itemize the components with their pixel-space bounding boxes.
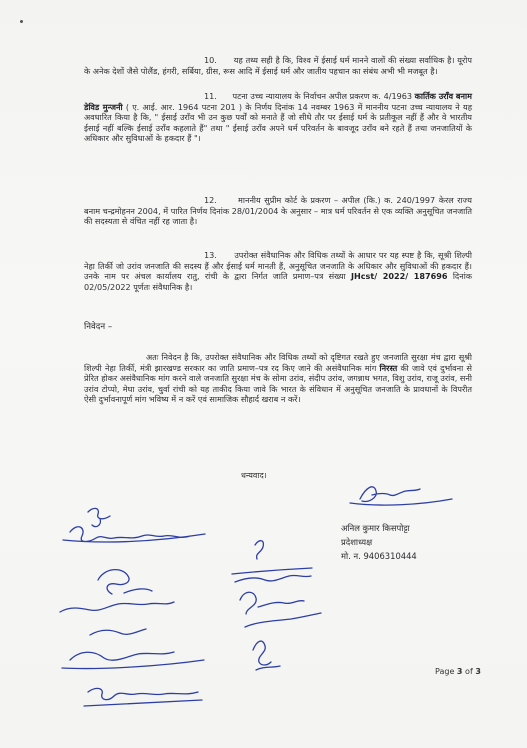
- signature-7: [84, 688, 202, 706]
- signatory-phone: मो. न. 9406310444: [341, 551, 417, 561]
- signature-4: [240, 592, 321, 627]
- emphasis-word: निरस्त: [379, 362, 398, 373]
- page-label: Page: [435, 667, 455, 676]
- case-title: कार्तिक उराँव बनाम डेविड मुन्जनी: [84, 91, 472, 112]
- signatory-title: प्रदेशाध्यक्ष: [341, 537, 373, 547]
- paragraph-text-post: की जावे एवं दुर्भावना से प्रेरित होकर असंवैधानिक मांग करने वाले जनजाति सुरक्षा मंच के सोमा उरांव, संदीप उरांव, जगन्नाथ भगत, विशु उरांव, राजू उरांव, सनी उरांव टोप्पो, मेघा उरांव, चुर्वा रांची को यह ताकीद किया जावे कि भारत के संविधान में अनुसूचित जनजाति के प्रावधानों के विपरीत ऐसी दुर्भावनापूर्ण मांग भविष्य में न करें एवं सामाजिक सौहार्द खराब न करें।: [84, 362, 472, 405]
- signatory-name: अनिल कुमार किसपोट्टा: [341, 523, 410, 533]
- signature-5: [253, 641, 280, 670]
- paragraph-number: 11.: [204, 91, 217, 101]
- paragraph-text: माननीय सुप्रीम कोर्ट के प्रकरण – अपील (कि.) क. 240/1997 केरल राज्य बनाम चन्द्रमोहनन 2004, में पारित निर्णय दिनांक 28/01/2004 के अनुसार – मात्र धर्म परिवर्तन से एक व्यक्ति अनुसूचित जनजाति की सदस्यता से वंचित नहीं रह जाता है।: [84, 195, 472, 227]
- certificate-number: JHcst/ 2022/ 187696: [350, 271, 448, 282]
- paragraph-text-pre: अतः निवेदन है कि, उपरोक्त संवैधानिक और विधिक तथ्यों को दृष्टिगत रखते हुए जनजाति सुरक्षा मंच द्वारा सूश्री शिल्पी नेहा तिर्की, मंत्री झारखण्ड सरकार का जाति प्रमाण–पत्र रद किए जाने की असंवैधानिक मांग: [84, 352, 472, 373]
- paragraph-number: 10.: [204, 55, 217, 65]
- paragraph-text: यह तथ्य सही है कि, विश्व में ईसाई धर्म मानने वालों की संख्या सर्वाधिक है। यूरोप के अनेक देशों जैसे पोलैंड, हंगरी, सर्बिया, ग्रीस, रूस आदि में ईसाई धर्म और जातीय पहचान का संबंध अभी भी मजबूत है।: [84, 55, 472, 76]
- paragraph-text-post: दिनांक 02/05/2022 पूर्णतः संवैधानिक है।: [84, 271, 473, 292]
- page-current: 3: [456, 667, 463, 676]
- signature-2: [232, 541, 312, 582]
- page-number: [435, 667, 481, 676]
- paragraph-text-post: ( ए. आई. आर. 1964 पटना 201 ) के निर्णय दिनांक 14 नवम्बर 1963 में माननीय पटना उच्च न्यायालय ने यह अवधारित किया है कि, " ईसाई उराँव भी उन कुछ पर्वों को मनाते हैं जो सीधे तौर पर ईसाई धर्म के प्रतीकूल नहीं हैं और वे भारतीय ईसाई नहीं बल्कि ईसाई उराँव कहलाते हैं" तथा " ईसाई उराँव अपने धर्म परिवर्तन के बावजूद उराँव बने रहते हैं तथा जनजातियों के अधिकार और सुविधाओं के हकदार हैं "।: [84, 101, 473, 144]
- signature-6: [62, 629, 204, 669]
- signature-1: [63, 508, 205, 542]
- paragraph-number: 13.: [204, 250, 217, 260]
- paragraph-text-pre: उपरोक्त संवैधानिक और विधिक तथ्यों के आधार पर यह स्पष्ट है कि, सूश्री शिल्पी नेहा तिर्की जो उरांव जनजाति की सदस्य हैं और ईसाई धर्म मानती हैं, अनुसूचित जनजाति के अधिकार और सुविधाओं की हकदार हैं। उनके नाम पर अंचल कार्यालय रातु, रांची के द्वारा निर्गत जाति प्रमाण–पत्र संख्या: [84, 250, 473, 282]
- page-total: 3: [475, 667, 481, 676]
- paragraph-number: 12.: [204, 195, 217, 205]
- page-of: of: [465, 667, 473, 676]
- signatory-block: [341, 521, 417, 563]
- nivedan-heading: निवेदन –: [84, 322, 113, 332]
- closing-thanks: धन्यवाद।: [241, 471, 267, 480]
- signature-3: [60, 570, 174, 612]
- signatory-signature: [350, 487, 452, 505]
- paragraph-text-pre: पटना उच्च न्यायालय के निर्वाचन अपील प्रकरण क. 4/1963: [232, 91, 413, 101]
